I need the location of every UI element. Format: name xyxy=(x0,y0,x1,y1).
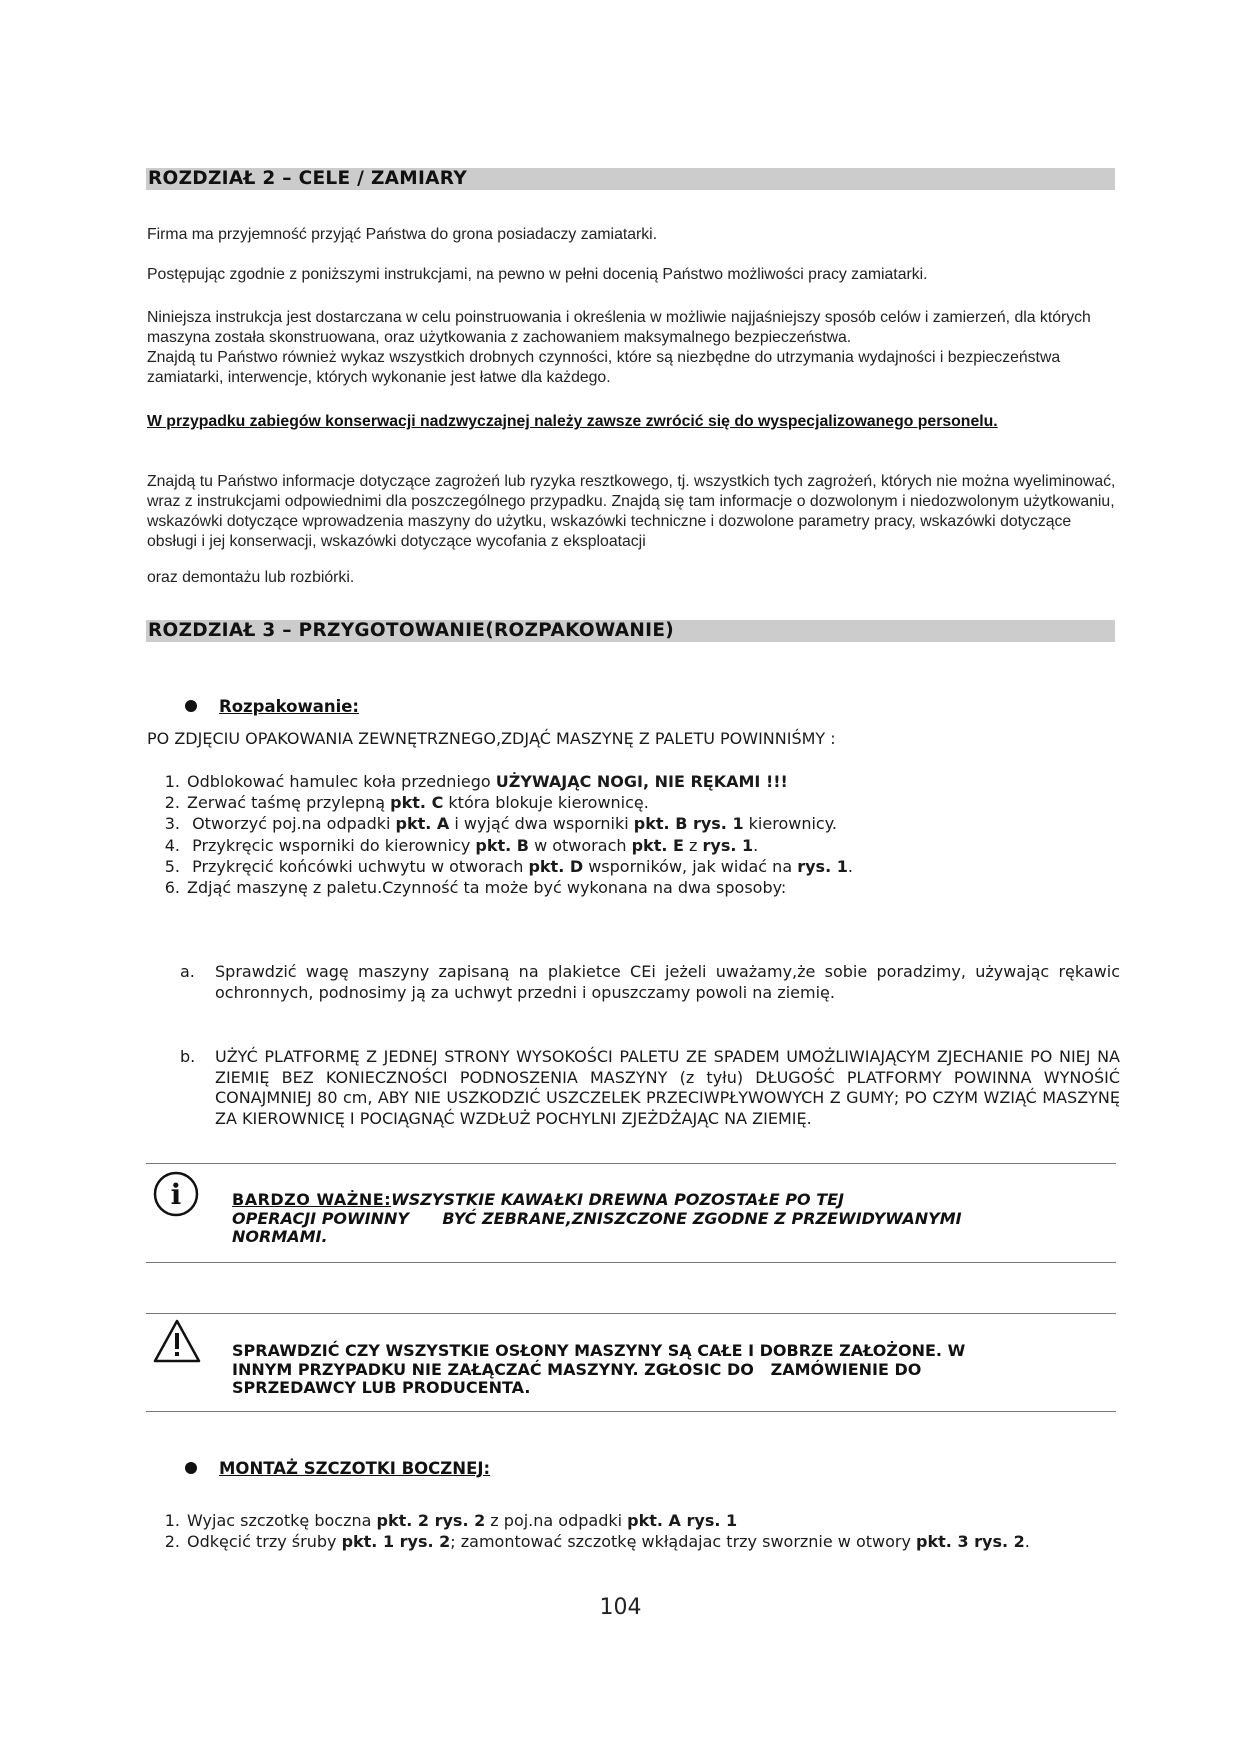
chapter-3-title: ROZDZIAŁ 3 – PRZYGOTOWANIE(ROZPAKOWANIE) xyxy=(148,620,675,641)
list-item: 1. Odblokować hamulec koła przedniego UŻYWAJĄC NOGI, NIE RĘKAMI !!! xyxy=(164,772,788,791)
chapter-3-header xyxy=(146,620,1115,642)
unpacking-steps-list xyxy=(150,771,853,898)
svg-text:i: i xyxy=(170,1178,182,1211)
note-top-rule xyxy=(146,1163,1116,1164)
warning-icon xyxy=(152,1318,202,1364)
bullet-icon xyxy=(185,1462,197,1474)
warning-bottom-rule xyxy=(146,1411,1116,1412)
unpacking-intro: PO ZDJĘCIU OPAKOWANIA ZEWNĘTRZNEGO,ZDJĄĆ MASZYNĘ Z PALETU POWINNIŚMY : xyxy=(147,729,836,748)
option-a-letter: a. xyxy=(180,962,195,981)
chapter-2-paragraph-3: Niniejsza instrukcja jest dostarczana w celu poinstruowania i określenia w możliwie najjaśniejszy sposób celów i zamierzeń, dla których maszyna została skonstruowana, oraz użytkowania z zachowaniem maksymalnego bezpieczeństwa. xyxy=(147,309,1091,346)
important-note: BARDZO WAŻNE:WSZYSTKIE KAWAŁKI DREWNA POZOSTAŁE PO TEJ OPERACJI POWINNY BYĆ ZEBRANE,ZNISZCZONE ZGODNE Z PRZEWIDYWANYMI NORMAMI. xyxy=(232,1190,962,1246)
section-side-brush-title: MONTAŻ SZCZOTKI BOCZNEJ: xyxy=(219,1459,491,1478)
list-item: 4. Przykręcic wsporniki do kierownicy pkt. B w otworach pkt. E z rys. 1 . xyxy=(164,835,759,855)
important-note-label: BARDZO WAŻNE: xyxy=(232,1190,392,1209)
option-a xyxy=(180,962,1120,1003)
list-item: 1. Wyjac szczotkę boczna pkt. 2 rys. 2 z poj.na odpadki pkt. A rys. 1 xyxy=(164,1511,738,1530)
list-item: 6. Zdjąć maszynę z paletu.Czynność ta może być wykonana na dwa sposoby: xyxy=(164,878,787,898)
warning-message: SPRAWDZIĆ CZY WSZYSTKIE OSŁONY MASZYNY SĄ CAŁE I DOBRZE ZAŁOŻONE. W INNYM PRZYPADKU NIE ZAŁĄCZAĆ MASZYNY. ZGŁOSIC DO ZAMÓWIENIE DO SPRZEDAWCY LUB PRODUCENTA. xyxy=(232,1341,966,1397)
warning-top-rule xyxy=(146,1313,1116,1314)
list-item: 3. Otworzyć poj.na odpadki pkt. A i wyjąć dwa wsporniki pkt. B rys. 1 kierownicy. xyxy=(164,814,837,834)
list-item: 2. Zerwać taśmę przylepną pkt. C która blokuje kierownicę. xyxy=(164,793,649,813)
chapter-2-title: ROZDZIAŁ 2 – CELE / ZAMIARY xyxy=(148,168,468,189)
chapter-2-paragraph-1: Firma ma przyjemność przyjąć Państwa do grona posiadaczy zamiatarki. xyxy=(147,226,658,243)
option-b-text: UŻYĆ PLATFORMĘ Z JEDNEJ STRONY WYSOKOŚCI PALETU ZE SPADEM UMOŻLIWIAJĄCYM ZJECHANIE PO NIEJ NA ZIEMIĘ BEZ KONIECZNOŚCI PODNOSZENIA MASZYNY (z tyłu) DŁUGOŚĆ PLATFORMY POWINNA WYNOŚIĆ CONAJMNIEJ 80 cm, ABY NIE USZKODZIĆ USZCZELEK PRZECIWPŁYWOWYCH Z GUMY; PO CZYM WZIĄĆ MASZYNĘ ZA KIEROWNICĘ I POCIĄGNĄĆ WZDŁUŻ POCHYLNI ZJEŻDŻAJĄC NA ZIEMIĘ. xyxy=(215,1047,1120,1128)
note-bottom-rule xyxy=(146,1262,1116,1263)
chapter-2-paragraph-6: Znajdą tu Państwo informacje dotyczące zagrożeń lub ryzyka resztkowego, tj. wszystkich tych zagrożeń, których nie można wyeliminować, wraz z instrukcjami odpowiednimi dla poszczególnego przypadku. Znajdą się tam informacje o dozwolonym i niedozwolonym użytkowaniu, wskazówki dotyczące wprowadzenia maszyny do użytku, wskazówki techniczne i dozwolone parametry pracy, wskazówki dotyczące obsługi i jej konserwacji, wskazówki dotyczące wycofania z eksploatacji xyxy=(147,473,1116,550)
list-item: 5. Przykręcić końcówki uchwytu w otworach pkt. D wsporników, jak widać na rys. 1 . xyxy=(164,856,853,876)
option-a-text: Sprawdzić wagę maszyny zapisaną na plakietce CEi jeżeli uważamy,że sobie poradzimy, używając rękawic ochronnych, podnosimy ją za uchwyt przedni i opuszczamy powoli na ziemię. xyxy=(215,962,1120,1002)
chapter-2-paragraph-4: Znajdą tu Państwo również wykaz wszystkich drobnych czynności, które są niezbędne do utrzymania wydajności i bezpieczeństwa zamiatarki, interwencje, których wykonanie jest łatwe dla każdego. xyxy=(147,349,1061,386)
info-icon xyxy=(152,1170,200,1218)
chapter-2-paragraph-2: Postępując zgodnie z poniższymi instrukcjami, na pewno w pełni docenią Państwo możliwości pracy zamiatarki. xyxy=(147,266,928,283)
option-b xyxy=(180,1047,1120,1129)
bullet-icon xyxy=(185,700,197,712)
option-b-letter: b. xyxy=(180,1047,196,1066)
page-number: 104 xyxy=(599,1595,642,1620)
chapter-2-header xyxy=(146,168,1115,190)
chapter-2-maintenance-notice: W przypadku zabiegów konserwacji nadzwyczajnej należy zawsze zwrócić się do wyspecjalizowanego personelu. xyxy=(147,413,998,430)
chapter-2-paragraph-7: oraz demontażu lub rozbiórki. xyxy=(147,569,355,586)
section-unpacking-title: Rozpakowanie: xyxy=(219,697,360,716)
list-item: 2. Odkęcić trzy śruby pkt. 1 rys. 2 ; zamontować szczotkę wkłądajac trzy sworznie w otwory pkt. 3 rys. 2 . xyxy=(164,1532,1030,1552)
side-brush-steps-list xyxy=(150,1510,1030,1552)
